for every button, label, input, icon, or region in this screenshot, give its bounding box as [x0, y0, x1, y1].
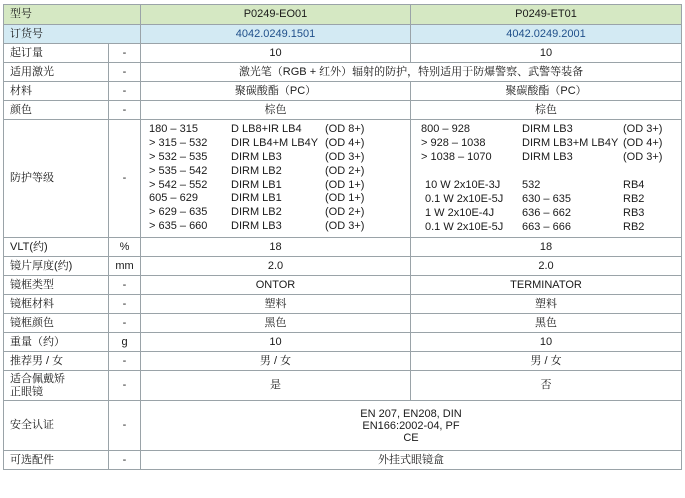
protection-a-od: (OD 3+)	[325, 150, 365, 163]
unit-frame-material: -	[109, 295, 141, 314]
gender-b: 男 / 女	[411, 352, 682, 371]
protection-b-bottom-rb: RB3	[623, 206, 645, 219]
label-order-no: 订货号	[4, 25, 141, 44]
frame-material-a: 塑料	[141, 295, 411, 314]
protection-a-row	[141, 206, 411, 220]
label-rx: 适合佩戴矫正眼镜	[4, 371, 109, 401]
row-model	[4, 5, 682, 25]
protection-a-range: > 629 – 635	[149, 206, 208, 219]
protection-b-top-range: > 928 – 1038	[421, 136, 486, 149]
protection-b-top-spec: DIRM LB3	[522, 150, 573, 163]
row-moq	[4, 44, 682, 63]
protection-a-range: > 635 – 660	[149, 220, 208, 233]
protection-a-range: > 535 – 542	[149, 164, 208, 177]
unit-vlt: %	[109, 238, 141, 257]
protection-a-row	[141, 192, 411, 206]
material-b: 聚碳酸酯（PC）	[411, 82, 682, 101]
row-vlt	[4, 238, 682, 257]
protection-b-top-row	[411, 123, 682, 137]
row-order-no	[4, 25, 682, 44]
unit-color: -	[109, 101, 141, 120]
protection-b	[411, 120, 682, 238]
protection-a-row	[141, 137, 411, 151]
accessory-value: 外挂式眼镜盒	[141, 451, 682, 470]
protection-b-top-od: (OD 4+)	[623, 136, 663, 149]
unit-protection: -	[109, 120, 141, 238]
row-rx	[4, 371, 682, 401]
label-frame-color: 镜框颜色	[4, 314, 109, 333]
protection-a-od: (OD 3+)	[325, 220, 365, 233]
protection-b-top-od: (OD 3+)	[623, 123, 663, 135]
row-application	[4, 63, 682, 82]
protection-b-top-spec: DIRM LB3+M LB4Y	[522, 136, 619, 149]
row-weight	[4, 333, 682, 352]
label-application: 适用激光	[4, 63, 109, 82]
protection-b-bottom-wl: 636 – 662	[522, 206, 571, 219]
unit-moq: -	[109, 44, 141, 63]
protection-b-bottom-rb: RB2	[623, 192, 645, 205]
vlt-a: 18	[141, 238, 411, 257]
moq-b: 10	[411, 44, 682, 63]
label-moq: 起订量	[4, 44, 109, 63]
label-safety: 安全认证	[4, 401, 109, 451]
thickness-b: 2.0	[411, 257, 682, 276]
row-frame-material	[4, 295, 682, 314]
protection-b-top-row	[411, 151, 682, 165]
protection-b-bottom-power: 1 W 2x10E-4J	[425, 206, 495, 219]
moq-a: 10	[141, 44, 411, 63]
protection-a-od: (OD 2+)	[325, 164, 365, 177]
protection-b-top-range: > 1038 – 1070	[421, 150, 492, 163]
unit-material: -	[109, 82, 141, 101]
protection-b-bottom-row	[411, 193, 682, 207]
protection-b-top-od: (OD 3+)	[623, 150, 663, 163]
unit-frame-color: -	[109, 314, 141, 333]
row-protection	[4, 120, 682, 238]
label-gender: 推荐男 / 女	[4, 352, 109, 371]
protection-b-bottom-row	[411, 221, 682, 235]
frame-material-b: 塑料	[411, 295, 682, 314]
spec-table	[3, 4, 682, 470]
protection-a-range: > 532 – 535	[149, 150, 208, 163]
protection-a-row	[141, 179, 411, 193]
unit-rx: -	[109, 371, 141, 401]
protection-b-bottom-power: 0.1 W 2x10E-5J	[425, 220, 504, 233]
protection-a	[141, 120, 411, 238]
label-protection: 防护等级	[4, 120, 109, 238]
unit-safety: -	[109, 401, 141, 451]
row-frame-type	[4, 276, 682, 295]
frame-color-b: 黑色	[411, 314, 682, 333]
unit-thickness: mm	[109, 257, 141, 276]
protection-b-bottom-wl: 663 – 666	[522, 220, 571, 233]
protection-b-top-spec: DIRM LB3	[522, 123, 573, 135]
protection-b-bottom-row	[411, 179, 682, 193]
unit-weight: g	[109, 333, 141, 352]
protection-a-spec: DIRM LB3	[231, 220, 282, 233]
thickness-a: 2.0	[141, 257, 411, 276]
label-frame-material: 镜框材料	[4, 295, 109, 314]
row-material	[4, 82, 682, 101]
unit-accessory: -	[109, 451, 141, 470]
model-b: P0249-ET01	[411, 5, 682, 25]
protection-b-top-list	[411, 123, 682, 165]
protection-a-range: > 542 – 552	[149, 178, 208, 191]
row-accessory	[4, 451, 682, 470]
protection-a-spec: DIRM LB1	[231, 178, 282, 191]
protection-b-bottom-wl: 532	[522, 179, 541, 191]
protection-a-od: (OD 2+)	[325, 206, 365, 219]
frame-type-b: TERMINATOR	[411, 276, 682, 295]
protection-a-spec: DIRM LB2	[231, 206, 282, 219]
protection-a-spec: D LB8+IR LB4	[231, 123, 302, 135]
label-weight: 重量（约）	[4, 333, 109, 352]
protection-a-row	[141, 123, 411, 137]
protection-a-range: > 315 – 532	[149, 136, 208, 149]
frame-color-a: 黑色	[141, 314, 411, 333]
weight-b: 10	[411, 333, 682, 352]
color-a: 棕色	[141, 101, 411, 120]
protection-a-od: (OD 8+)	[325, 123, 365, 135]
color-b: 棕色	[411, 101, 682, 120]
gender-a: 男 / 女	[141, 352, 411, 371]
application-value: 激光笔（RGB + 红外）辐射的防护，特别适用于防爆警察、武警等装备	[141, 63, 682, 82]
label-thickness: 镜片厚度(约)	[4, 257, 109, 276]
material-a: 聚碳酸酯（PC）	[141, 82, 411, 101]
safety-value: EN 207, EN208, DIN EN166:2002-04, PF CE	[141, 401, 682, 451]
protection-a-range: 605 – 629	[149, 192, 198, 205]
protection-a-od: (OD 4+)	[325, 136, 365, 149]
row-thickness	[4, 257, 682, 276]
order-no-b[interactable]: 4042.0249.2001	[411, 25, 682, 44]
vlt-b: 18	[411, 238, 682, 257]
rx-a: 是	[141, 371, 411, 401]
protection-a-spec: DIRM LB1	[231, 192, 282, 205]
unit-gender: -	[109, 352, 141, 371]
protection-b-bottom-wl: 630 – 635	[522, 192, 571, 205]
protection-a-spec: DIRM LB3	[231, 150, 282, 163]
label-model: 型号	[4, 5, 141, 25]
label-accessory: 可选配件	[4, 451, 109, 470]
label-vlt: VLT(约)	[4, 238, 109, 257]
row-frame-color	[4, 314, 682, 333]
label-material: 材料	[4, 82, 109, 101]
model-a: P0249-EO01	[141, 5, 411, 25]
protection-a-spec: DIRM LB2	[231, 164, 282, 177]
protection-a-range: 180 – 315	[149, 123, 198, 135]
protection-b-bottom-power: 0.1 W 2x10E-5J	[425, 192, 504, 205]
protection-a-row	[141, 165, 411, 179]
unit-frame-type: -	[109, 276, 141, 295]
protection-b-top-row	[411, 137, 682, 151]
protection-b-bottom-list	[411, 179, 682, 235]
frame-type-a: ONTOR	[141, 276, 411, 295]
protection-a-list	[141, 123, 411, 234]
label-color: 颜色	[4, 101, 109, 120]
protection-b-bottom-rb: RB2	[623, 220, 645, 233]
order-no-a[interactable]: 4042.0249.1501	[141, 25, 411, 44]
unit-application: -	[109, 63, 141, 82]
row-color	[4, 101, 682, 120]
row-safety	[4, 401, 682, 451]
protection-a-spec: DIR LB4+M LB4Y	[231, 136, 319, 149]
protection-a-row	[141, 151, 411, 165]
label-frame-type: 镜框类型	[4, 276, 109, 295]
protection-b-bottom-power: 10 W 2x10E-3J	[425, 179, 501, 191]
protection-a-od: (OD 1+)	[325, 178, 365, 191]
protection-a-row	[141, 220, 411, 234]
rx-b: 否	[411, 371, 682, 401]
protection-b-top-range: 800 – 928	[421, 123, 470, 135]
weight-a: 10	[141, 333, 411, 352]
row-gender	[4, 352, 682, 371]
protection-b-bottom-row	[411, 207, 682, 221]
protection-b-bottom-rb: RB4	[623, 179, 645, 191]
protection-a-od: (OD 1+)	[325, 192, 365, 205]
